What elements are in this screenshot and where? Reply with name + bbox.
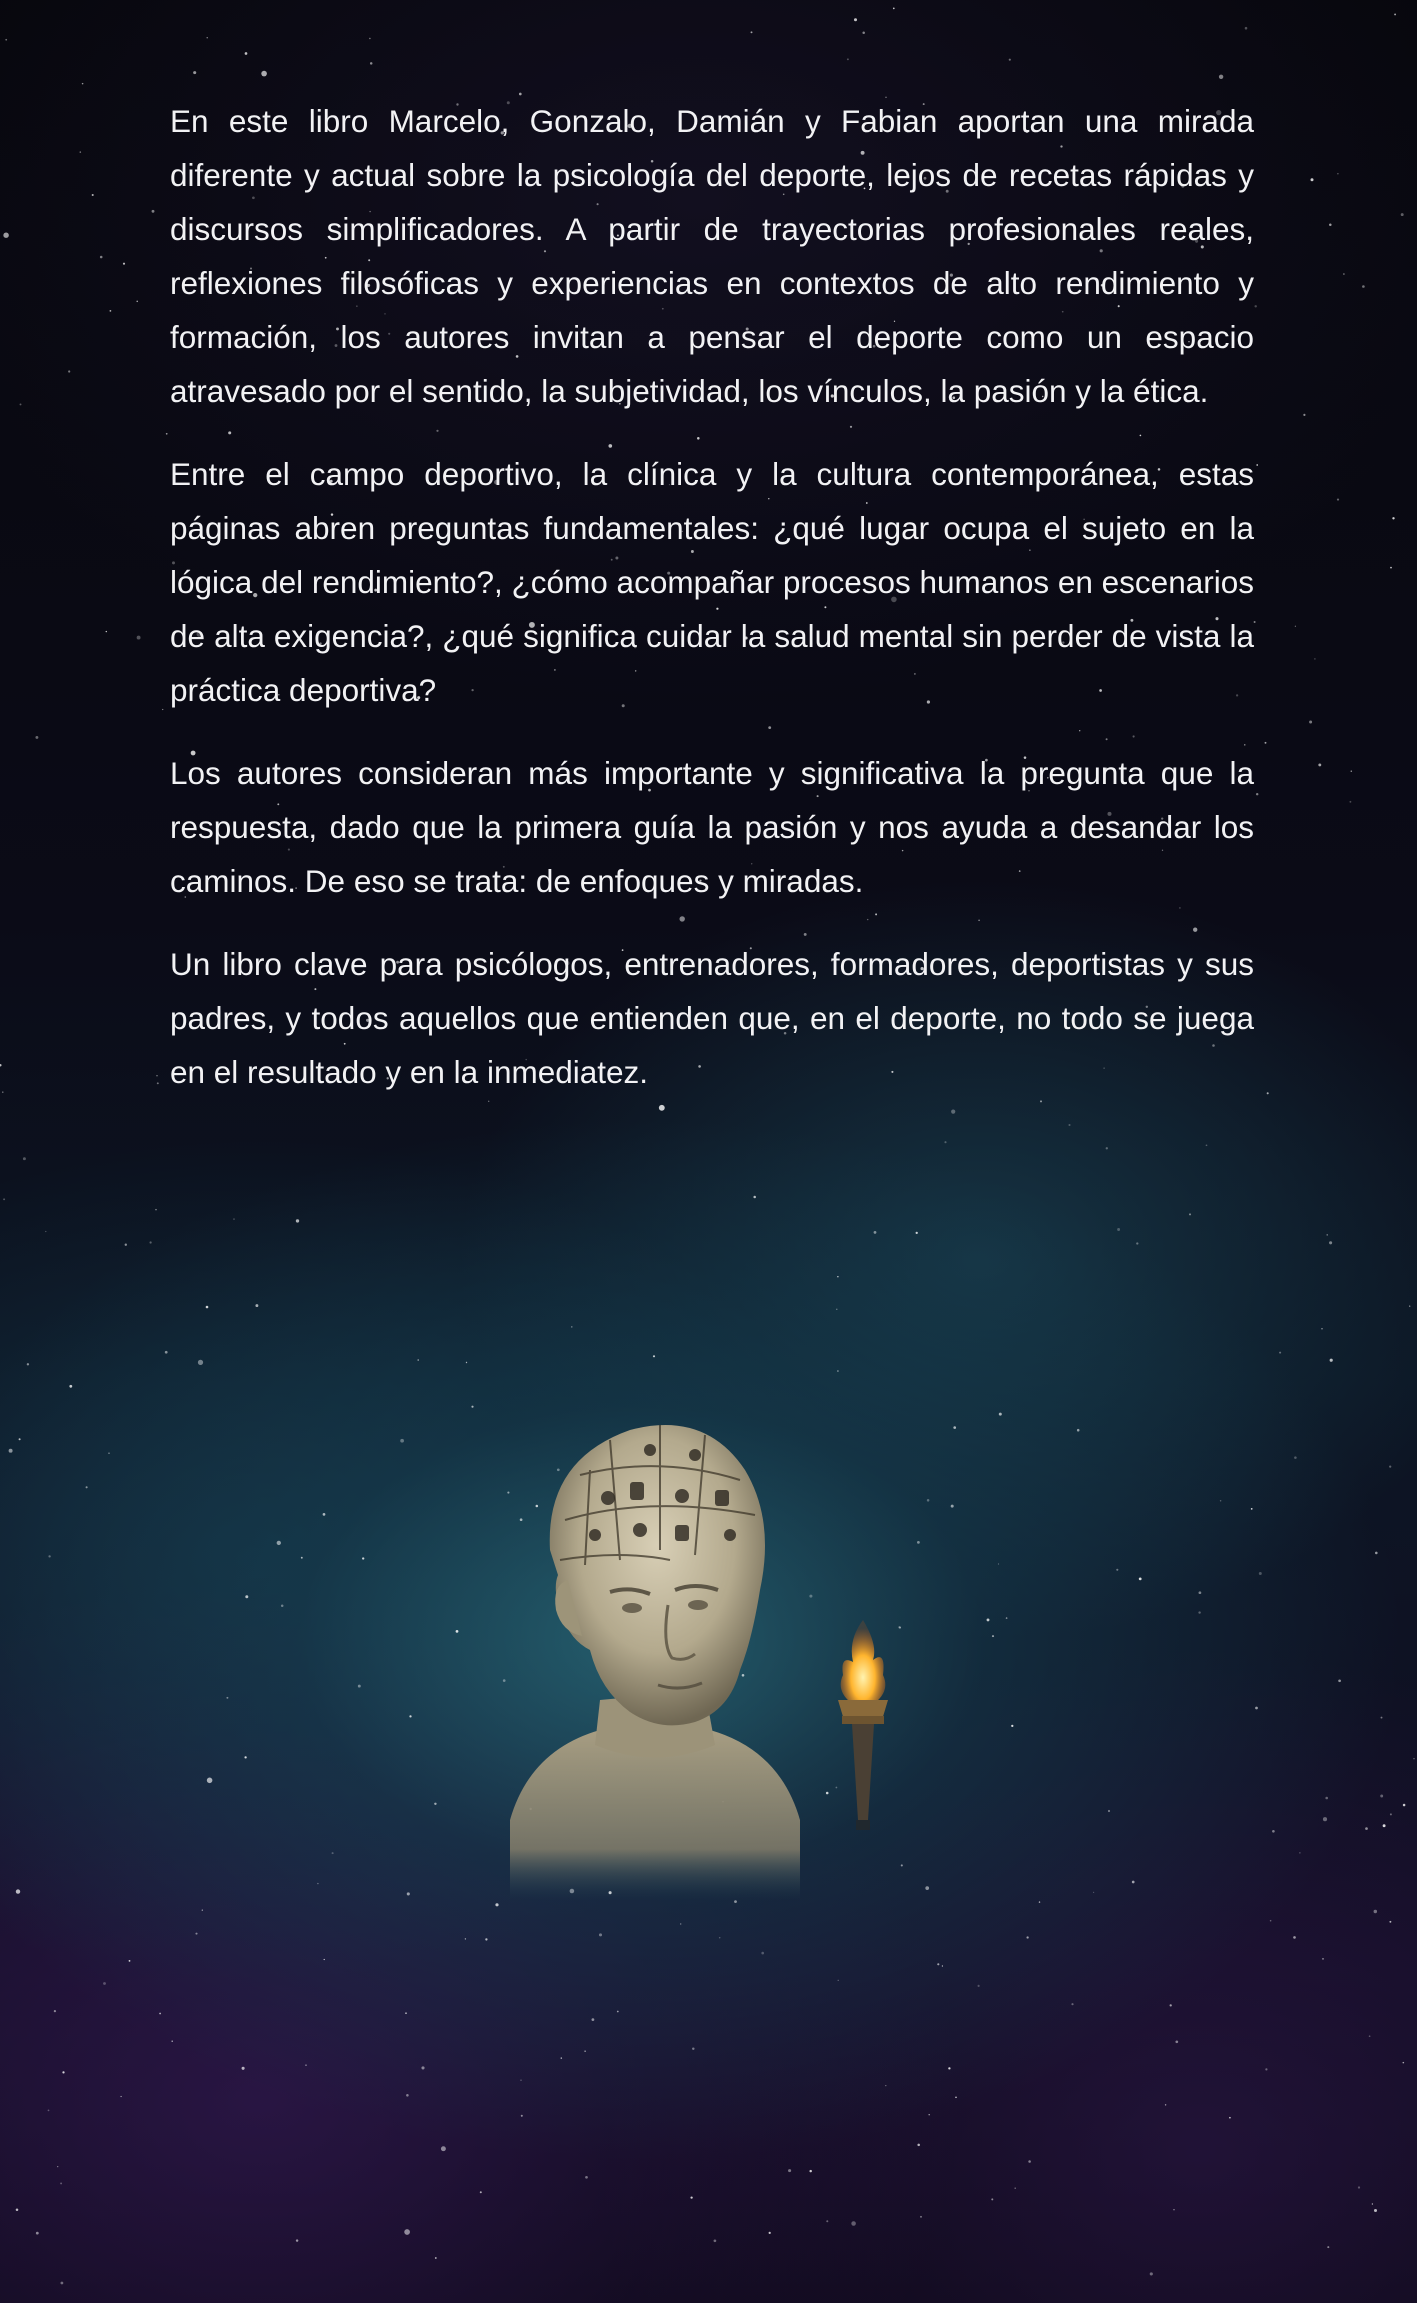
star bbox=[27, 1363, 29, 1365]
star bbox=[1321, 1328, 1322, 1329]
star bbox=[193, 71, 196, 74]
star bbox=[761, 1952, 764, 1955]
star bbox=[769, 2232, 771, 2234]
star bbox=[1403, 2062, 1405, 2064]
star bbox=[1323, 1817, 1327, 1821]
star bbox=[916, 1232, 918, 1234]
star bbox=[1270, 1920, 1272, 1922]
star bbox=[1220, 1500, 1222, 1502]
star bbox=[1116, 1569, 1118, 1571]
star bbox=[592, 2018, 595, 2021]
star bbox=[110, 310, 112, 312]
star bbox=[719, 1937, 720, 1938]
star bbox=[1009, 59, 1011, 61]
star bbox=[788, 2169, 791, 2172]
star bbox=[421, 2066, 424, 2069]
star bbox=[106, 631, 107, 632]
star bbox=[917, 1541, 920, 1544]
star bbox=[1245, 27, 1248, 30]
star bbox=[108, 1452, 110, 1454]
star bbox=[1219, 75, 1223, 79]
star bbox=[1338, 1679, 1341, 1682]
star bbox=[937, 1963, 939, 1965]
star bbox=[1322, 1958, 1323, 1959]
star bbox=[405, 2012, 407, 2014]
star bbox=[1349, 801, 1351, 803]
star bbox=[296, 2239, 298, 2241]
synopsis-text bbox=[170, 94, 1254, 1128]
star bbox=[45, 1231, 46, 1232]
synopsis-paragraph-2: Entre el campo deportivo, la clínica y la cultura contemporánea, estas páginas abren preguntas fundamentales: ¿qué lugar ocupa el sujeto en la lógica del rendimiento?, ¿cómo acompañar procesos humanos en escenarios de alta exigencia?, ¿qué significa cuidar la salud mental sin perder de vista la práctica deportiva? bbox=[170, 456, 1254, 708]
star bbox=[1132, 1881, 1135, 1884]
star bbox=[680, 1923, 681, 1924]
star bbox=[207, 37, 208, 38]
star bbox=[1039, 1901, 1040, 1902]
star bbox=[435, 2257, 437, 2259]
synopsis-paragraph-1: En este libro Marcelo, Gonzalo, Damián y Fabian aportan una mirada diferente y actual sobre la psicología del deporte, lejos de recetas rápidas y discursos simplificadores. A partir de trayectorias profesionales reales, reflexiones filosóficas y experiencias en contextos de alto rendimiento y formación, los autores invitan a pensar el deporte como un espacio atravesado por el sentido, la subjetividad, los vínculos, la pasión y la ética. bbox=[170, 103, 1254, 409]
star bbox=[409, 1715, 411, 1717]
star bbox=[16, 2208, 19, 2211]
star bbox=[103, 1982, 106, 1985]
star bbox=[1394, 13, 1396, 15]
star bbox=[901, 1864, 903, 1866]
star bbox=[1106, 1147, 1108, 1149]
star bbox=[617, 2011, 619, 2013]
star bbox=[714, 2239, 717, 2242]
star bbox=[1330, 1359, 1333, 1362]
star bbox=[734, 1900, 737, 1903]
star bbox=[917, 2144, 920, 2147]
star bbox=[1014, 2187, 1015, 2188]
star bbox=[57, 2166, 58, 2167]
star bbox=[1071, 2003, 1073, 2005]
star bbox=[1337, 499, 1339, 501]
star bbox=[3, 232, 8, 237]
star bbox=[847, 58, 849, 60]
star bbox=[1389, 1921, 1391, 1923]
star bbox=[1383, 1824, 1386, 1827]
star bbox=[826, 2220, 828, 2222]
star bbox=[206, 1306, 209, 1309]
star bbox=[1256, 793, 1258, 795]
star bbox=[1279, 1352, 1281, 1354]
star bbox=[62, 2071, 64, 2073]
star bbox=[86, 1486, 88, 1488]
star bbox=[1314, 658, 1316, 660]
star bbox=[48, 1555, 50, 1557]
star bbox=[1390, 1813, 1392, 1815]
star bbox=[92, 194, 94, 196]
star bbox=[837, 1276, 838, 1277]
star bbox=[1380, 1795, 1383, 1798]
star bbox=[1413, 1758, 1415, 1760]
star bbox=[1311, 178, 1314, 181]
star bbox=[836, 1309, 837, 1310]
star bbox=[400, 1439, 404, 1443]
star bbox=[0, 1064, 2, 1066]
star bbox=[149, 1241, 151, 1243]
star bbox=[137, 636, 141, 640]
star bbox=[690, 2196, 692, 2198]
star bbox=[1293, 1936, 1296, 1939]
star bbox=[1077, 1429, 1080, 1432]
star bbox=[1251, 1508, 1253, 1510]
star bbox=[80, 151, 81, 152]
star bbox=[61, 2282, 64, 2285]
star bbox=[155, 1209, 157, 1211]
star bbox=[999, 1413, 1002, 1416]
star bbox=[434, 1803, 436, 1805]
star bbox=[19, 1438, 21, 1440]
star bbox=[68, 370, 70, 372]
star bbox=[1028, 2160, 1031, 2163]
star bbox=[1392, 517, 1394, 519]
star bbox=[1329, 1241, 1332, 1244]
star bbox=[136, 301, 137, 302]
star bbox=[456, 1630, 459, 1633]
star bbox=[951, 1505, 954, 1508]
star bbox=[885, 2085, 886, 2086]
star bbox=[1303, 414, 1305, 416]
star bbox=[1327, 2246, 1329, 2248]
star bbox=[920, 2216, 922, 2218]
star bbox=[120, 2096, 121, 2097]
star bbox=[245, 1595, 248, 1598]
star bbox=[1369, 2035, 1371, 2037]
star bbox=[125, 1244, 127, 1246]
synopsis-paragraph-4: Un libro clave para psicólogos, entrenadores, formadores, deportistas y sus padres, y todos aquellos que entienden que, en el deporte, no todo se juega en el resultado y en la inmediatez. bbox=[170, 946, 1254, 1090]
star bbox=[927, 1499, 930, 1502]
star bbox=[1136, 1242, 1138, 1244]
star bbox=[1294, 1456, 1297, 1459]
star bbox=[978, 1985, 980, 1987]
star bbox=[16, 1889, 20, 1893]
star bbox=[9, 1449, 13, 1453]
star bbox=[69, 1385, 72, 1388]
star bbox=[854, 18, 857, 21]
star bbox=[1265, 2068, 1267, 2070]
star bbox=[233, 1218, 234, 1219]
star bbox=[751, 31, 753, 33]
star bbox=[1362, 285, 1365, 288]
star bbox=[261, 71, 267, 77]
star bbox=[166, 433, 168, 435]
star bbox=[242, 2067, 245, 2070]
star bbox=[1165, 2104, 1166, 2105]
star bbox=[851, 2221, 856, 2226]
star bbox=[152, 210, 155, 213]
star bbox=[324, 1959, 325, 1960]
star bbox=[485, 1938, 487, 1940]
star bbox=[838, 1980, 839, 1981]
star bbox=[1198, 1611, 1200, 1613]
star bbox=[323, 1513, 326, 1516]
star bbox=[837, 1370, 839, 1372]
star bbox=[198, 1360, 203, 1365]
phrenology-bust-icon bbox=[490, 1400, 820, 1900]
star bbox=[874, 1231, 877, 1234]
star bbox=[1374, 2209, 1377, 2212]
star bbox=[36, 2232, 39, 2235]
star bbox=[753, 1196, 756, 1199]
star bbox=[406, 2094, 409, 2097]
star bbox=[925, 1886, 929, 1890]
star bbox=[129, 1960, 131, 1962]
star bbox=[317, 1883, 318, 1884]
star bbox=[585, 2176, 588, 2179]
star bbox=[953, 1426, 956, 1429]
star bbox=[20, 403, 22, 405]
star bbox=[332, 1852, 334, 1854]
star bbox=[48, 2110, 50, 2112]
star bbox=[281, 1605, 284, 1608]
star bbox=[1255, 1707, 1258, 1710]
star bbox=[1175, 2040, 1178, 2043]
star bbox=[202, 1909, 203, 1910]
star bbox=[893, 8, 895, 10]
star bbox=[1375, 1552, 1378, 1555]
star bbox=[1325, 1797, 1328, 1800]
star bbox=[1199, 1591, 1202, 1594]
star bbox=[162, 709, 163, 710]
star bbox=[1117, 1228, 1120, 1231]
star bbox=[998, 1563, 999, 1564]
star bbox=[495, 1903, 498, 1906]
star bbox=[277, 1541, 281, 1545]
star bbox=[521, 2115, 523, 2117]
star bbox=[171, 2040, 172, 2041]
star bbox=[1254, 305, 1256, 307]
star bbox=[466, 1362, 467, 1363]
star bbox=[23, 1157, 26, 1160]
star bbox=[1026, 1936, 1028, 1938]
star bbox=[362, 1557, 364, 1559]
star bbox=[1337, 173, 1338, 174]
star bbox=[159, 2013, 161, 2015]
star bbox=[1267, 1092, 1269, 1094]
star bbox=[1403, 1804, 1406, 1807]
star bbox=[1401, 213, 1404, 216]
star bbox=[404, 2229, 410, 2235]
star bbox=[417, 1359, 419, 1361]
star bbox=[1351, 770, 1352, 771]
star bbox=[441, 2146, 446, 2151]
star bbox=[1318, 763, 1321, 766]
star bbox=[561, 2057, 562, 2058]
star bbox=[255, 1304, 258, 1307]
star bbox=[1170, 2004, 1172, 2006]
star bbox=[465, 1938, 466, 1939]
star bbox=[1299, 1852, 1300, 1853]
star bbox=[1265, 742, 1267, 744]
star bbox=[195, 1933, 197, 1935]
star bbox=[358, 1685, 361, 1688]
star bbox=[1093, 1892, 1094, 1893]
star bbox=[1173, 2209, 1174, 2210]
star bbox=[653, 1355, 655, 1357]
star bbox=[407, 1892, 410, 1895]
star bbox=[862, 31, 865, 34]
star bbox=[60, 2182, 62, 2184]
star bbox=[1206, 1144, 1208, 1146]
torch-icon bbox=[828, 1620, 898, 1830]
star bbox=[2, 1091, 3, 1092]
star bbox=[584, 2051, 585, 2052]
star bbox=[1329, 223, 1332, 226]
star bbox=[1365, 1827, 1368, 1830]
star bbox=[156, 1075, 157, 1076]
star bbox=[1358, 2186, 1360, 2188]
star bbox=[54, 2010, 56, 2012]
star bbox=[991, 2198, 993, 2200]
star bbox=[809, 2170, 811, 2172]
star bbox=[1389, 1466, 1391, 1468]
star bbox=[1374, 1910, 1377, 1913]
star bbox=[1343, 273, 1345, 275]
star bbox=[1372, 2203, 1373, 2204]
star bbox=[1259, 1572, 1262, 1575]
synopsis-paragraph-3: Los autores consideran más importante y significativa la pregunta que la respuesta, dado que la primera guía la pasión y nos ayuda a desandar los caminos. De eso se trata: de enfoques y miradas. bbox=[170, 755, 1254, 899]
star bbox=[520, 2079, 522, 2081]
star bbox=[123, 263, 125, 265]
star bbox=[480, 2191, 482, 2193]
star bbox=[3, 1198, 5, 1200]
star bbox=[301, 1557, 303, 1559]
star bbox=[207, 1778, 213, 1784]
star bbox=[987, 1618, 990, 1621]
star bbox=[1381, 1717, 1383, 1719]
star bbox=[928, 2114, 929, 2115]
star bbox=[1229, 2117, 1231, 2119]
star bbox=[1409, 1305, 1410, 1306]
star bbox=[1327, 1234, 1328, 1235]
star bbox=[369, 38, 370, 39]
star bbox=[82, 83, 84, 85]
star bbox=[1256, 464, 1258, 466]
star bbox=[1309, 721, 1312, 724]
star bbox=[955, 2096, 957, 2098]
star bbox=[1390, 567, 1392, 569]
star bbox=[370, 62, 373, 65]
star bbox=[157, 1082, 159, 1084]
star bbox=[165, 1351, 168, 1354]
star bbox=[1150, 2272, 1153, 2275]
star bbox=[1139, 1578, 1142, 1581]
star bbox=[226, 1697, 228, 1699]
star bbox=[1189, 1213, 1191, 1215]
star bbox=[571, 1326, 572, 1327]
star bbox=[305, 2064, 306, 2065]
star bbox=[992, 1635, 994, 1637]
star bbox=[944, 1141, 946, 1143]
star bbox=[1006, 1617, 1008, 1619]
star bbox=[1011, 1725, 1013, 1727]
star bbox=[1108, 1810, 1110, 1812]
star bbox=[948, 2067, 950, 2069]
star bbox=[692, 2048, 694, 2050]
star bbox=[296, 1219, 299, 1222]
star bbox=[1295, 626, 1296, 627]
star bbox=[471, 1406, 473, 1408]
star bbox=[898, 1626, 900, 1628]
star bbox=[244, 1756, 246, 1758]
star bbox=[5, 39, 7, 41]
star bbox=[35, 736, 38, 739]
star bbox=[245, 52, 248, 55]
star bbox=[100, 256, 103, 259]
star bbox=[1272, 1830, 1275, 1833]
star bbox=[599, 1933, 602, 1936]
star bbox=[942, 1965, 943, 1966]
